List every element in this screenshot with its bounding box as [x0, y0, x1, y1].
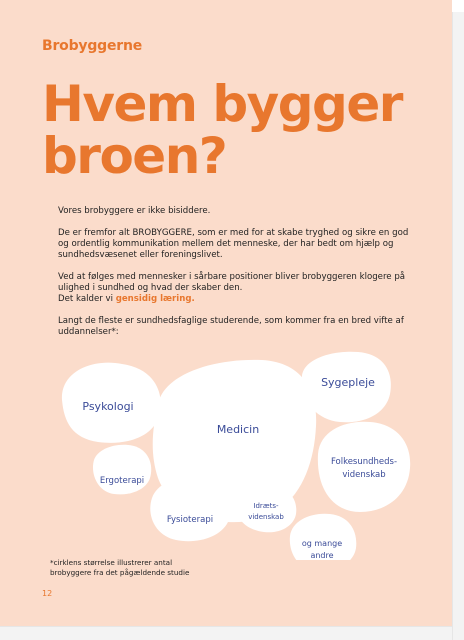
- bubble-label-psykologi: Psykologi: [82, 400, 134, 413]
- footnote: [50, 558, 189, 578]
- page-number: 12: [42, 589, 53, 598]
- paragraph-2: De er fremfor alt BROBYGGERE, som er med for at skabe tryghed og sikre en god og ordentlig kommunikation mellem det menneske, der har bedt om hjælp og sundhedsvæsenet eller foreningslivet.: [58, 228, 409, 260]
- page-title: [42, 75, 442, 185]
- bubble-label-idraet-1: Idræts-: [253, 502, 279, 510]
- page-title-line-1: Hvem bygger: [42, 75, 402, 133]
- paragraph-3: [58, 272, 418, 305]
- paragraph-3-tail: Det kalder vi: [58, 294, 113, 304]
- bubble-label-andre-2: andre: [310, 551, 334, 560]
- body-text: [58, 206, 418, 349]
- paragraph-1: Vores brobyggere er ikke bisiddere.: [58, 206, 211, 216]
- highlight-mutual-learning: gensidig læring.: [115, 294, 195, 304]
- bubble-label-folkesundhed-1: Folkesundheds-: [330, 457, 398, 467]
- footnote-line-1: *cirklens størrelse illustrerer antal: [50, 558, 173, 567]
- section-label: Brobyggerne: [42, 38, 143, 54]
- paragraph-4: Langt de fleste er sundhedsfaglige studerende, som kommer fra en bred vifte af uddannelser*:: [58, 316, 404, 337]
- footnote-line-2: brobyggere fra det pågældende studie: [50, 568, 190, 577]
- bubble-label-folkesundhed-2: videnskab: [342, 470, 386, 480]
- bubble-fysioterapi: [150, 476, 230, 541]
- bubble-label-idraet-2: videnskab: [248, 513, 284, 521]
- bubble-ergoterapi: [93, 445, 151, 495]
- education-bubbles-diagram: [0, 350, 452, 560]
- page-bottom-edge: [0, 626, 452, 640]
- bubble-label-sygepleje: Sygepleje: [321, 376, 375, 389]
- bubble-label-ergoterapi: Ergoterapi: [99, 476, 145, 486]
- bubble-label-medicin: Medicin: [216, 423, 260, 436]
- bubble-label-fysioterapi: Fysioterapi: [166, 515, 214, 525]
- page-corner: [452, 0, 464, 12]
- paragraph-3-text: Ved at følges med mennesker i sårbare positioner bliver brobyggeren klogere på ulighed i sundhed og hvad der skaber den.: [58, 272, 406, 293]
- bubble-label-andre-1: og mange: [301, 539, 343, 548]
- adjacent-page-edge: [452, 0, 464, 640]
- page-title-line-2: broen?: [42, 127, 227, 185]
